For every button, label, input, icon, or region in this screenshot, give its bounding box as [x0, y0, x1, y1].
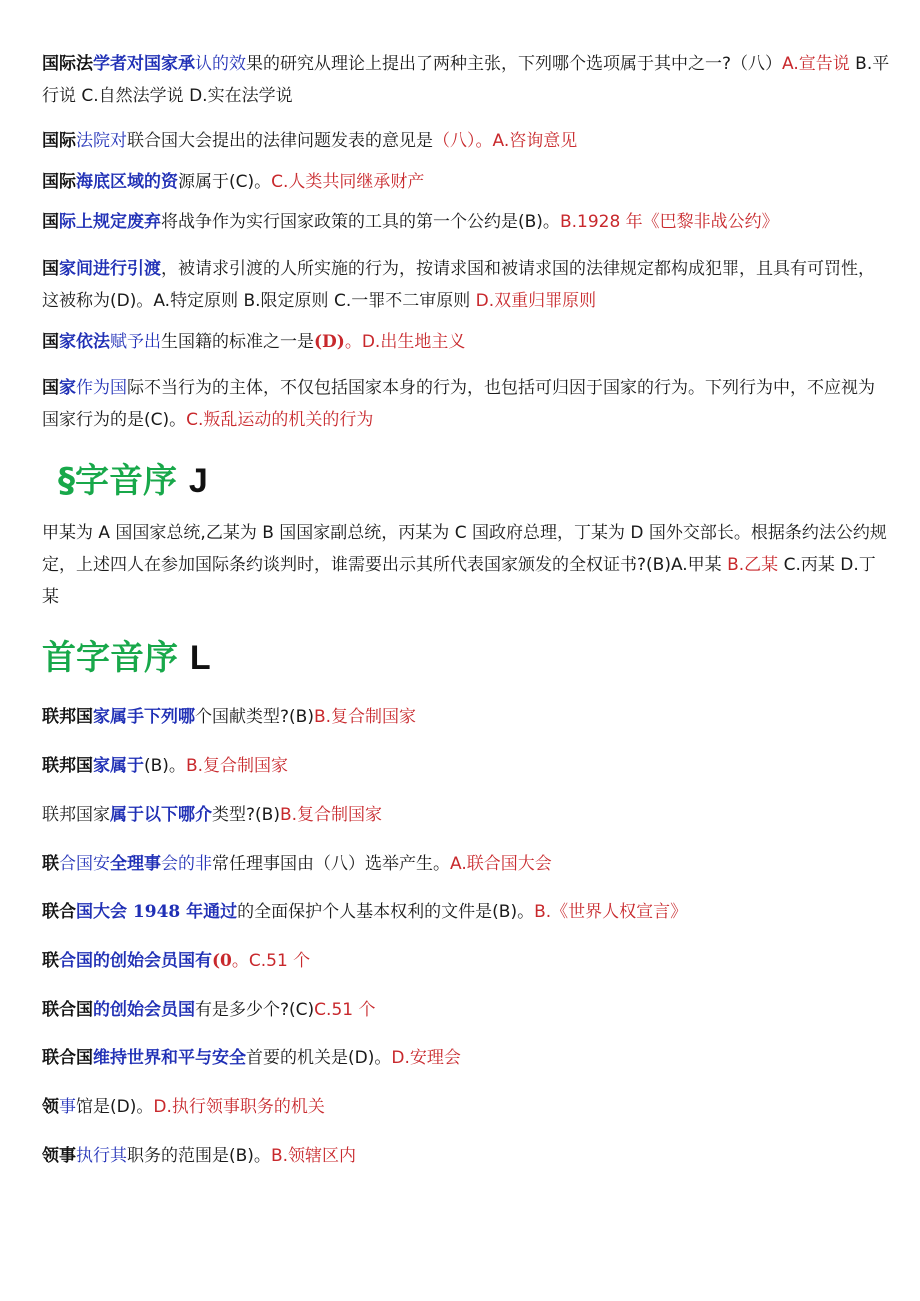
question-item [42, 48, 890, 112]
text-segment: ，被请求引渡的人所实施的行为，按请求国和被请求国的法律规定都构成犯罪，且具有可罚性，这被称为(D)。A.特定原则 B.限定原则 C.一罪不二审原则 [42, 259, 875, 311]
text-segment: 国 [42, 212, 59, 232]
question-item [42, 701, 890, 733]
text-segment: D.执行领事职务的机关 [153, 1097, 325, 1117]
text-segment: C.丙某 D.丁某 [42, 555, 876, 607]
text-segment: 国 [42, 378, 59, 398]
text-segment: B.领辖区内 [270, 1146, 357, 1166]
question-item [42, 896, 890, 928]
question-item [42, 848, 890, 880]
text-segment: 联邦国家 [42, 805, 110, 825]
text-segment: 合国安 [59, 854, 110, 874]
text-segment: 属于以下哪介 [110, 805, 212, 825]
text-segment: A.联合国大会 [450, 854, 552, 874]
text-segment: 常任理事国由（八）选举产生。 [212, 854, 450, 874]
text-segment: 会的非 [161, 854, 212, 874]
text-segment: 领 [42, 1097, 59, 1117]
heading-prefix: §字音序 [58, 461, 189, 501]
text-segment: 合国的创始会员国有 [59, 951, 212, 971]
question-item [42, 1091, 890, 1123]
text-segment: 源属于(C)。 [178, 172, 272, 192]
text-segment: 海底区域的资 [76, 172, 178, 192]
text-segment: 将战争作为实行国家政策的工具的第一个公约是(B)。 [161, 212, 560, 232]
text-segment: D.双重归罪原则 [475, 291, 597, 311]
question-item [42, 1140, 890, 1172]
text-segment: 家属于 [93, 756, 144, 776]
text-segment: 国际 [42, 172, 76, 192]
question-item [42, 326, 890, 358]
text-segment: 国际 [42, 131, 76, 151]
text-segment: 家间进行引渡 [59, 259, 161, 279]
text-segment: 赋予出 [110, 332, 161, 352]
text-segment: 的全面保护个人基本权利的文件是(B)。 [237, 902, 535, 922]
question-item [42, 799, 890, 831]
text-segment: 作为国 [76, 378, 127, 398]
text-segment: 执行其 [76, 1146, 127, 1166]
question-item [42, 166, 890, 198]
text-segment: 际不当行为的主体，不仅包括国家本身的行为，也包括可归因于国家的行为。下列行为中，不应视为国家行为的是(C)。 [42, 378, 875, 430]
heading-letter: J [188, 462, 208, 500]
question-item [42, 125, 890, 157]
text-segment: 国 [42, 259, 59, 279]
text-segment: 有是多少个?(C) [195, 1000, 315, 1020]
text-segment: 家依法 [59, 332, 110, 352]
text-segment: 联邦国 [42, 707, 93, 727]
section-heading [58, 459, 208, 503]
text-segment: 认的效 [195, 54, 246, 74]
text-segment: C.人类共同继承财产 [271, 172, 425, 192]
text-segment: C.51 个 [314, 1000, 376, 1020]
text-segment: 联合国大会提出的法律问题发表的意见是 [127, 131, 433, 151]
question-item [42, 945, 890, 977]
text-segment: 事 [59, 1097, 76, 1117]
text-segment: C.叛乱运动的机关的行为 [186, 410, 374, 430]
text-segment: B.复合制国家 [185, 756, 289, 776]
text-segment: (D) [314, 332, 345, 352]
text-segment: 联合 [42, 902, 76, 922]
question-item [42, 206, 890, 238]
text-segment: 1948 [132, 902, 181, 922]
text-segment: 维持世界和平与安全 [93, 1048, 246, 1068]
text-segment: 的创始会员国 [93, 1000, 195, 1020]
text-segment: B.《世界人权宣言》 [534, 902, 688, 922]
text-segment: 果的研究从理论上提出了两种主张，下列哪个选项属于其中之一?（八） [246, 54, 783, 74]
text-segment: 法院对 [76, 131, 127, 151]
text-segment: (0 [212, 951, 232, 971]
text-segment: （八）。A.咨询意见 [433, 131, 578, 151]
text-segment: 甲某为 A 国国家总统,乙某为 B 国国家副总统，丙某为 C 国政府总理，丁某为 D 国外交部长。根据条约法公约规定，上述四人在参加国际条约谈判时，谁需要出示其所代表国家颁发的全权证书?(B)A.甲某 [42, 523, 887, 575]
text-segment: 际上规定废弃 [59, 212, 161, 232]
text-segment: 个国献类型?(B) [195, 707, 314, 727]
text-segment: 年通过 [180, 902, 238, 922]
text-segment: 联 [42, 854, 59, 874]
heading-letter: L [189, 639, 211, 677]
text-segment: B.乙某 [727, 555, 779, 575]
text-segment: (B)。 [144, 756, 186, 776]
text-segment: 生国籍的标准之一是 [161, 332, 314, 352]
text-segment: 国 [42, 332, 59, 352]
text-segment: A.宣告说 [782, 54, 850, 74]
text-segment: 学者对国家承 [93, 54, 195, 74]
text-segment: 职务的范围是(B)。 [127, 1146, 271, 1166]
text-segment: 家属手下列哪 [93, 707, 195, 727]
text-segment: 。D.出生地主义 [344, 332, 466, 352]
text-segment: 馆是(D)。 [76, 1097, 154, 1117]
text-segment: 联 [42, 951, 59, 971]
text-segment: 类型?(B) [212, 805, 280, 825]
text-segment: 领事 [42, 1146, 76, 1166]
text-segment: 。C.51 个 [231, 951, 311, 971]
section-heading [42, 636, 211, 680]
question-item [42, 253, 890, 317]
text-segment: 首要的机关是(D)。 [246, 1048, 392, 1068]
question-item [42, 994, 890, 1026]
text-segment: 国大会 [76, 902, 133, 922]
question-item [42, 750, 890, 782]
text-segment: 联合国 [42, 1048, 93, 1068]
text-segment: 全理事 [110, 854, 161, 874]
heading-prefix: 首字音序 [42, 638, 190, 678]
text-segment: 联合国 [42, 1000, 93, 1020]
question-item [42, 517, 890, 613]
text-segment: 国际法 [42, 54, 93, 74]
text-segment: B.复合制国家 [279, 805, 383, 825]
question-item [42, 372, 890, 436]
text-segment: B.复合制国家 [313, 707, 417, 727]
question-item [42, 1042, 890, 1074]
text-segment: 联邦国 [42, 756, 93, 776]
text-segment: B.平行说 C.自然法学说 D.实在法学说 [42, 54, 890, 106]
text-segment: 家 [59, 378, 76, 398]
text-segment: B.1928 年《巴黎非战公约》 [559, 212, 779, 232]
text-segment: D.安理会 [391, 1048, 461, 1068]
